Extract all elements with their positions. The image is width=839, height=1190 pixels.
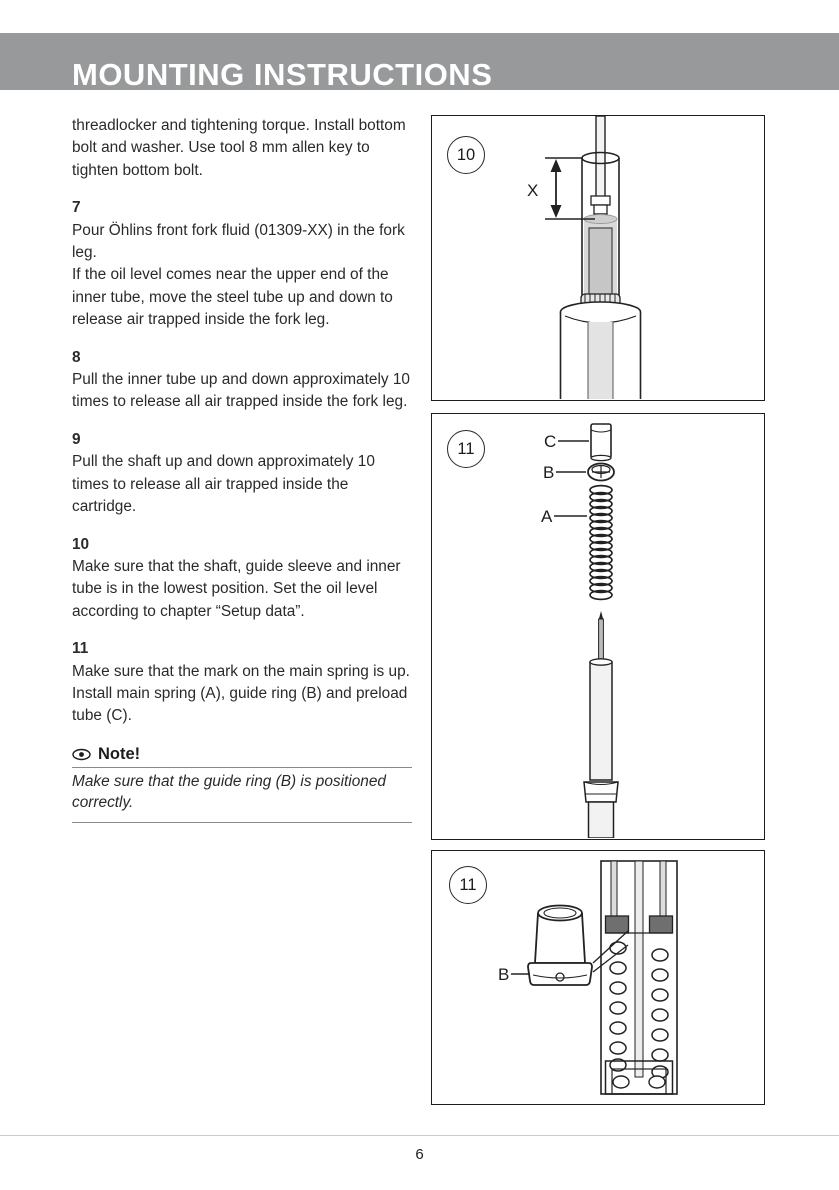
step-number: 7 <box>72 199 81 217</box>
step-paragraph: Pour Öhlins front fork fluid (01309-XX) in the fork leg. <box>72 221 405 262</box>
note-block <box>72 745 412 823</box>
step-9 <box>72 429 412 519</box>
spring-assembly-drawing <box>432 414 763 838</box>
label-b: B <box>498 965 510 984</box>
note-title: Note! <box>98 744 141 763</box>
intro-paragraph: threadlocker and tightening torque. Install bottom bolt and washer. Use tool 8 mm allen key to tighten bottom bolt. <box>72 117 406 179</box>
step-number: 10 <box>72 535 90 553</box>
step-paragraph: Pull the inner tube up and down approximately 10 times to release all air trapped inside the fork leg. <box>72 371 410 411</box>
step-number: 11 <box>72 640 89 658</box>
step-paragraph: If the oil level comes near the upper end of the inner tube, move the steel tube up and down to release air trapped inside the fork leg. <box>72 266 393 329</box>
label-a: A <box>541 507 553 526</box>
figure-number-badge: 11 <box>447 430 485 468</box>
step-number: 8 <box>72 348 81 366</box>
note-text: Make sure that the guide ring (B) is positioned correctly. <box>72 768 412 823</box>
main-spring <box>590 486 612 600</box>
step-paragraph: Pull the shaft up and down approximately 10 times to release all air trapped inside the cartridge. <box>72 453 375 516</box>
step-number: 9 <box>72 430 81 448</box>
step-11 <box>72 638 412 728</box>
step-paragraph: Make sure that the shaft, guide sleeve and inner tube is in the lowest position. Set the oil level according to chapter “Setup data”. <box>72 557 401 620</box>
label-b: B <box>543 463 555 482</box>
step-7 <box>72 197 412 331</box>
label-c: C <box>544 432 557 451</box>
figure-spring-parts <box>431 413 765 840</box>
figure-oil-level <box>431 115 765 401</box>
figure-guide-ring-detail <box>431 850 765 1105</box>
note-eye-icon <box>72 748 91 761</box>
figure-number-badge: 11 <box>449 866 487 904</box>
step-8 <box>72 347 412 414</box>
step-10 <box>72 534 412 624</box>
footer-divider <box>0 1135 839 1136</box>
note-heading <box>72 745 412 768</box>
dimension-x-label: X <box>527 181 539 200</box>
header-band <box>0 33 839 93</box>
page-title: MOUNTING INSTRUCTIONS <box>72 57 493 93</box>
instruction-text-column <box>72 115 412 823</box>
figure-number-badge: 10 <box>447 136 485 174</box>
step-paragraph: Make sure that the mark on the main spring is up. Install main spring (A), guide ring (B) and preload tube (C). <box>72 662 410 725</box>
page-number: 6 <box>415 1146 424 1163</box>
